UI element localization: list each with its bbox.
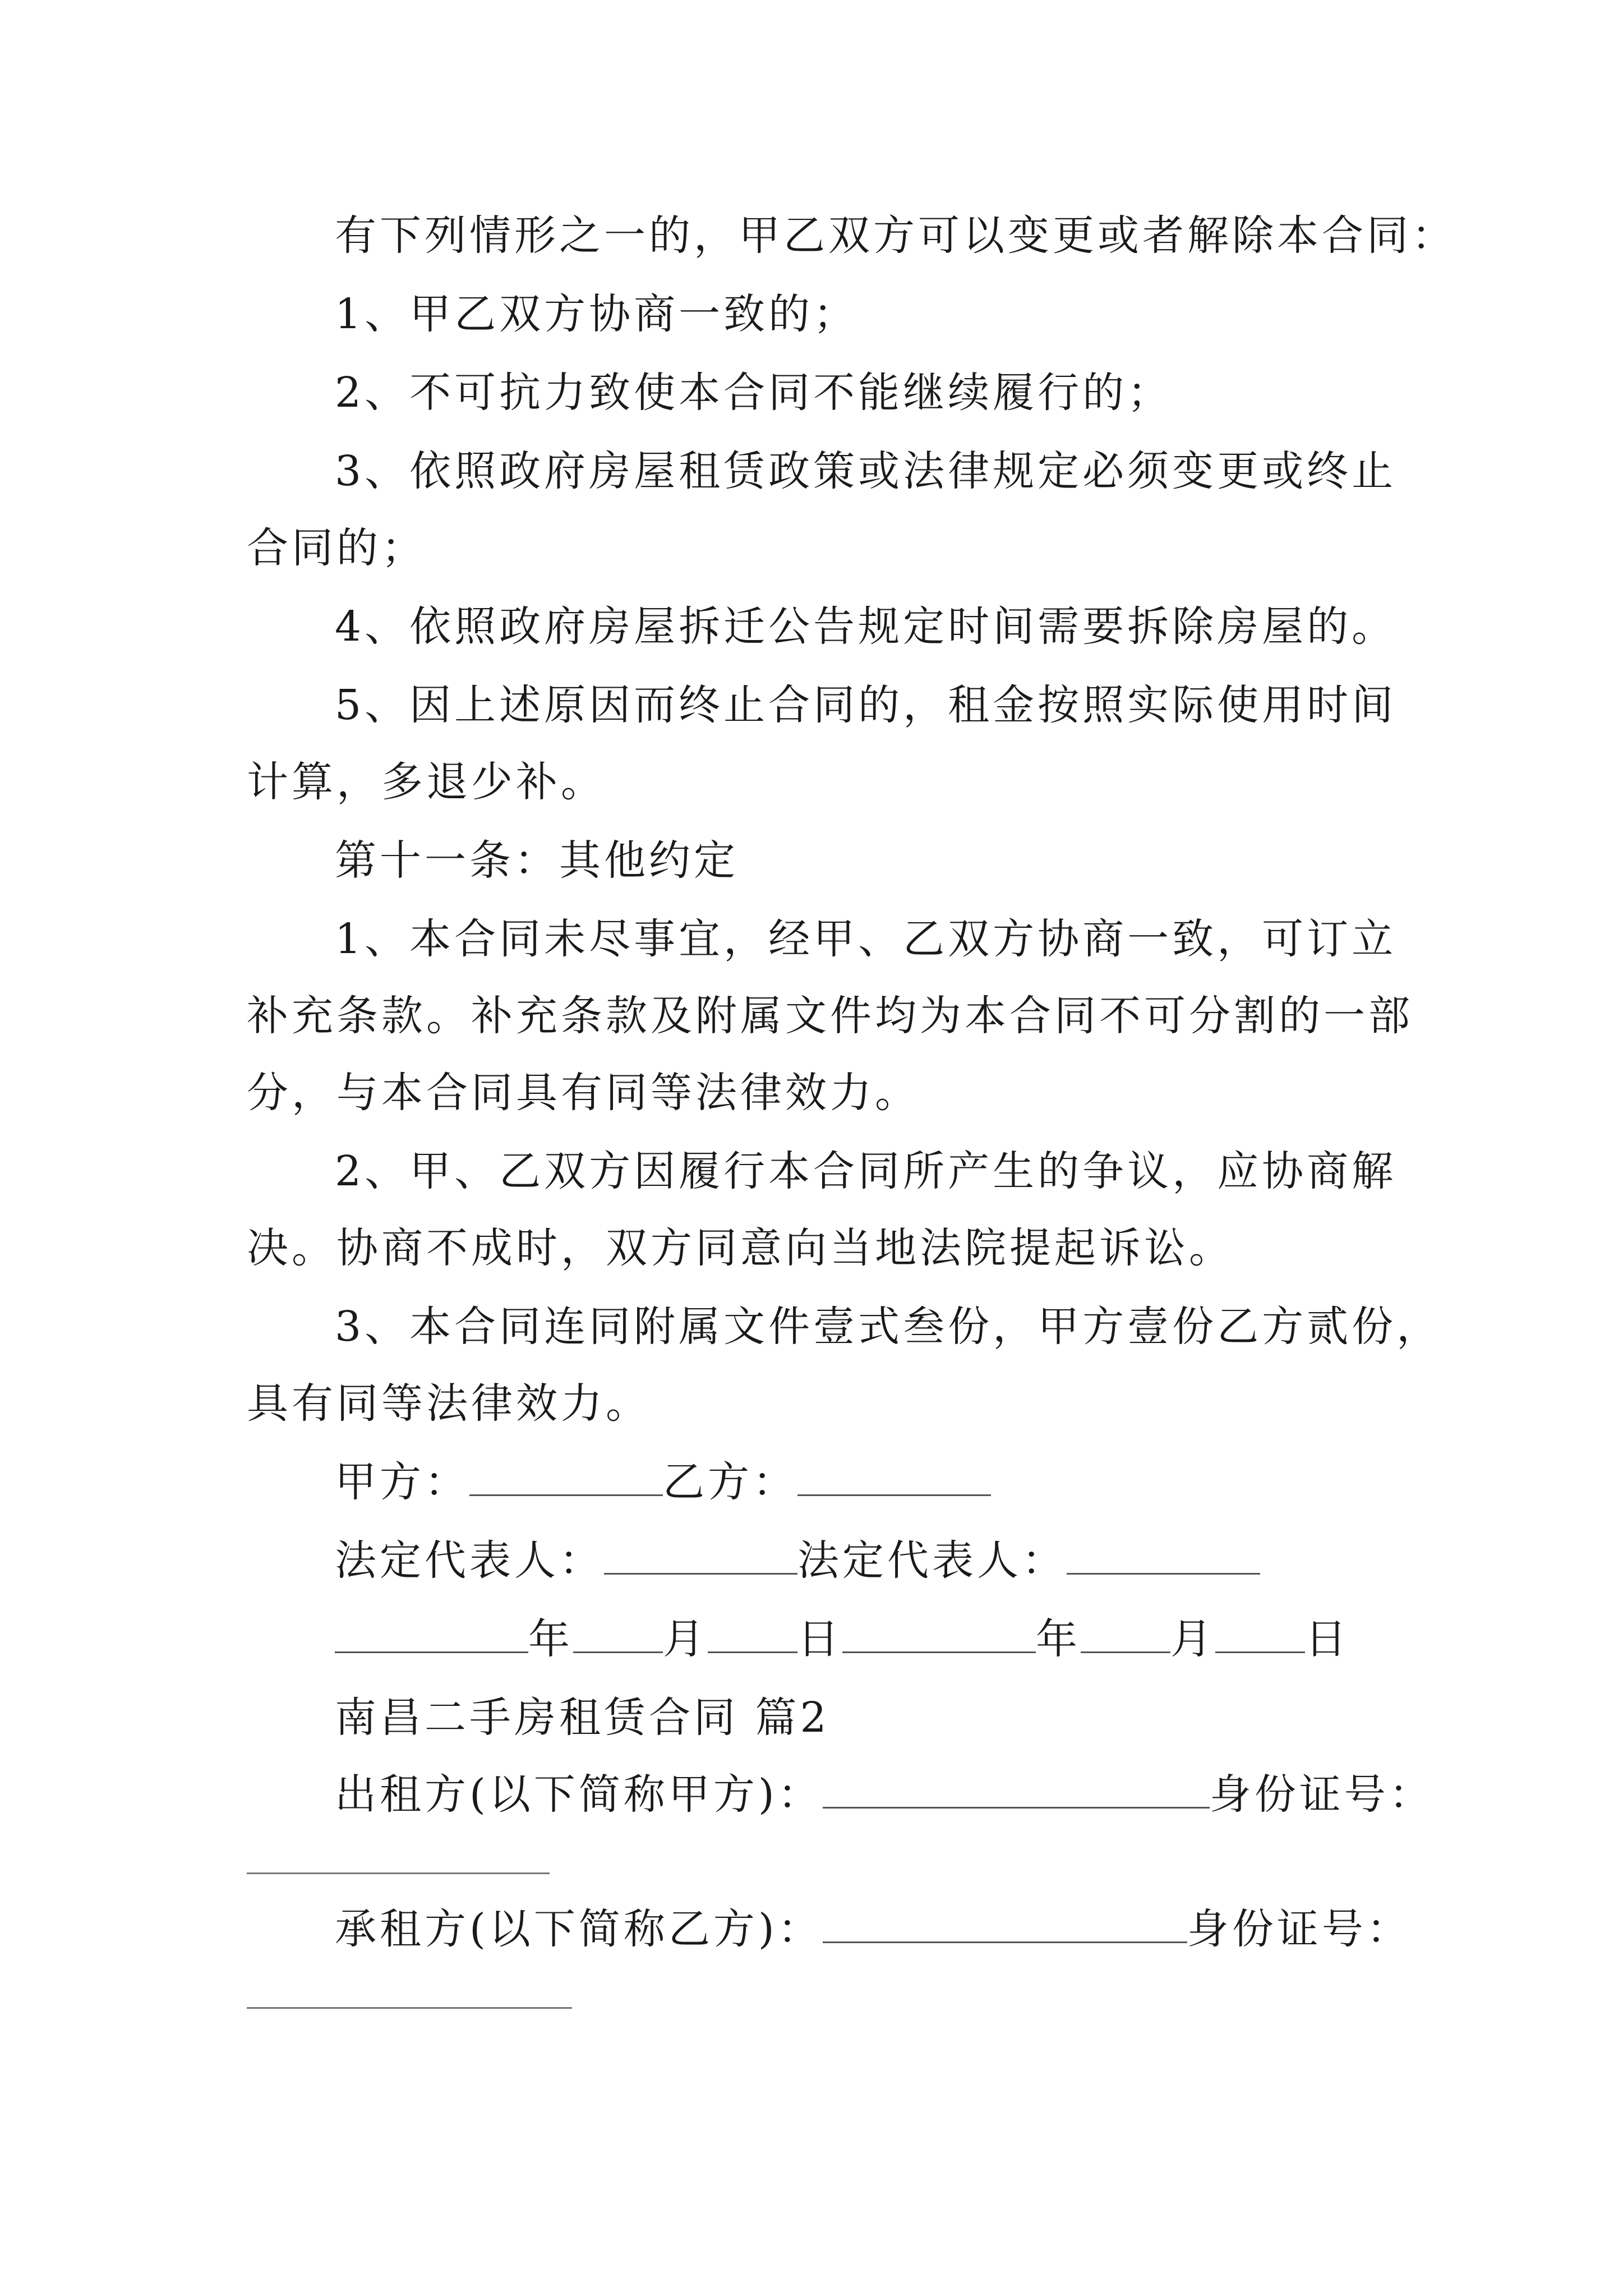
party-signature-line [335, 1457, 991, 1507]
party-b-blank[interactable] [797, 1457, 991, 1496]
day-blank[interactable] [1215, 1614, 1305, 1653]
party-a-label: 甲方： [335, 1458, 469, 1506]
year-blank[interactable] [842, 1614, 1036, 1653]
list-item: 3、依照政府房屋租赁政策或法律规定必须变更或终止 [335, 447, 1397, 495]
section-heading: 第十一条：其他约定 [335, 836, 739, 885]
list-item: 1、本合同未尽事宜，经甲、乙双方协商一致，可订立 [335, 915, 1397, 963]
lessor-line [335, 1769, 1434, 1820]
rep-b-blank[interactable] [1067, 1536, 1260, 1575]
year-label: 年 [1036, 1615, 1081, 1663]
date-line [335, 1614, 1350, 1664]
rep-b-label: 法定代表人： [797, 1536, 1067, 1585]
month-label: 月 [663, 1615, 708, 1663]
paragraph-line: 分，与本合同具有同等法律效力。 [247, 1069, 920, 1117]
id-number-label: 身份证号： [1187, 1905, 1412, 1953]
list-item: 3、本合同连同附属文件壹式叁份，甲方壹份乙方贰份， [335, 1303, 1442, 1351]
list-item: 4、依照政府房屋拆迁公告规定时间需要拆除房屋的。 [335, 602, 1397, 651]
paragraph-line: 具有同等法律效力。 [247, 1379, 651, 1428]
month-blank[interactable] [573, 1614, 663, 1653]
paragraph-line: 决。协商不成时，双方同意向当地法院提起诉讼。 [247, 1224, 1234, 1272]
day-blank[interactable] [708, 1614, 797, 1653]
paragraph-line: 有下列情形之一的，甲乙双方可以变更或者解除本合同： [335, 211, 1456, 260]
representative-line [335, 1535, 1260, 1586]
paragraph-line: 合同的； [247, 524, 426, 572]
section-title: 南昌二手房租赁合同 篇2 [335, 1694, 830, 1742]
id-number-label: 身份证号： [1209, 1770, 1434, 1819]
party-b-label: 乙方： [663, 1458, 797, 1506]
list-item: 2、不可抗力致使本合同不能继续履行的； [335, 369, 1173, 417]
paragraph-line: 计算，多退少补。 [247, 758, 606, 806]
list-item: 1、甲乙双方协商一致的； [335, 290, 859, 338]
lessee-label: 承租方(以下简称乙方)： [335, 1905, 823, 1953]
lessee-name-blank[interactable] [823, 1904, 1187, 1943]
month-label: 月 [1170, 1615, 1215, 1663]
month-blank[interactable] [1081, 1614, 1170, 1653]
year-blank[interactable] [335, 1614, 528, 1653]
list-item: 5、因上述原因而终止合同的，租金按照实际使用时间 [335, 681, 1397, 729]
party-a-blank[interactable] [469, 1457, 663, 1496]
year-label: 年 [528, 1615, 573, 1663]
rep-a-blank[interactable] [604, 1536, 797, 1575]
rep-a-label: 法定代表人： [335, 1536, 604, 1585]
lessee-line [335, 1904, 1412, 1954]
lessor-label: 出租方(以下简称甲方)： [335, 1770, 823, 1819]
lessor-name-blank[interactable] [823, 1770, 1210, 1809]
day-label: 日 [1305, 1615, 1350, 1663]
lessee-id-blank[interactable] [247, 2007, 572, 2009]
list-item: 2、甲、乙双方因履行本合同所产生的争议，应协商解 [335, 1147, 1397, 1195]
paragraph-line: 补充条款。补充条款及附属文件均为本合同不可分割的一部 [247, 992, 1413, 1040]
day-label: 日 [797, 1615, 842, 1663]
lessor-id-blank[interactable] [247, 1872, 550, 1874]
